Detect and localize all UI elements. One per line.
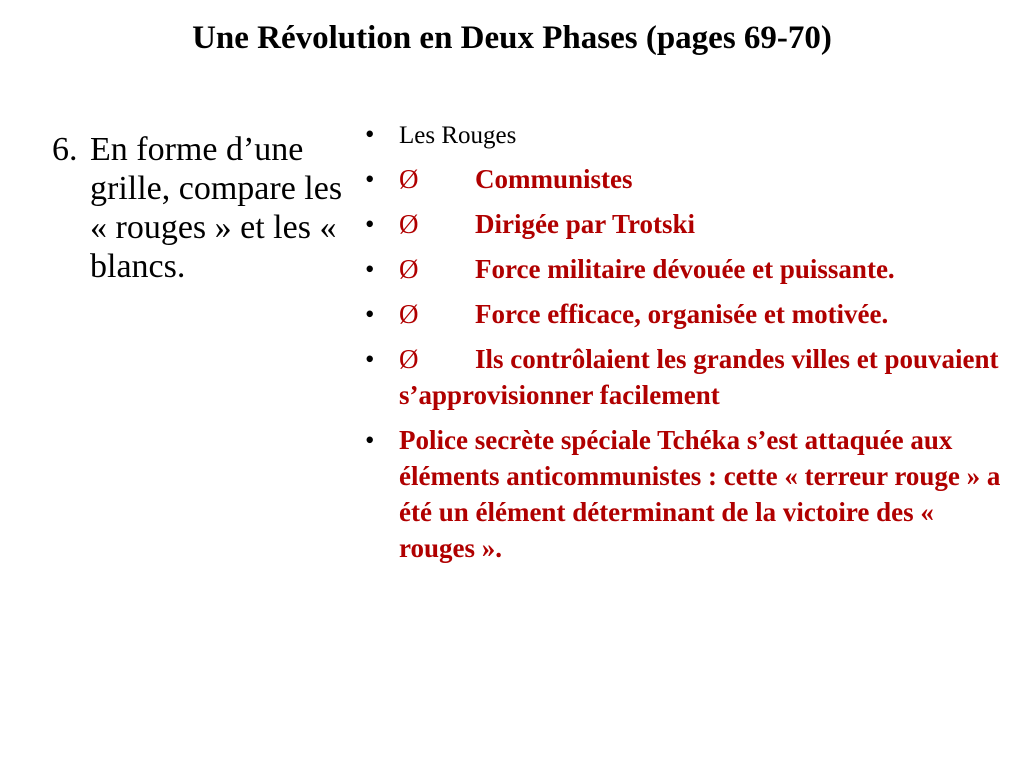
bullet-item	[363, 341, 1013, 413]
answer-bullet-list	[363, 116, 1013, 575]
bullet-dot-icon: •	[365, 254, 375, 284]
question-block	[52, 130, 352, 286]
slide-title: Une Révolution en Deux Phases (pages 69-70)	[192, 20, 832, 56]
bullet-item	[363, 206, 1013, 242]
bullet-text: Communistes	[475, 164, 633, 194]
bullet-arrow-symbol: Ø	[399, 299, 419, 329]
bullet-text: Dirigée par Trotski	[475, 209, 695, 239]
bullet-text: Les Rouges	[399, 122, 517, 149]
bullet-text: Force militaire dévouée et puissante.	[475, 254, 895, 284]
bullet-dot-icon: •	[365, 209, 375, 239]
bullet-arrow-symbol: Ø	[399, 254, 419, 284]
bullet-arrow-symbol: Ø	[399, 344, 419, 374]
bullet-item	[363, 161, 1013, 197]
bullet-item	[363, 296, 1013, 332]
bullet-dot-icon: •	[365, 344, 375, 374]
question-number: 6.	[52, 131, 78, 168]
bullet-dot-icon: •	[365, 299, 375, 329]
bullet-text: Ils contrôlaient les grandes villes et pouvaient s’approvisionner facilement	[399, 344, 999, 410]
bullet-item-header	[363, 116, 1013, 154]
bullet-dot-icon: •	[365, 119, 375, 149]
bullet-item	[363, 251, 1013, 287]
bullet-text: Force efficace, organisée et motivée.	[475, 299, 889, 329]
bullet-text: Police secrète spéciale Tchéka s’est attaquée aux éléments anticommunistes : cette « terreur rouge » a été un élément déterminant de la victoire des « rouges ».	[399, 425, 1001, 563]
bullet-dot-icon: •	[365, 425, 375, 455]
bullet-arrow-symbol: Ø	[399, 164, 419, 194]
bullet-dot-icon: •	[365, 164, 375, 194]
question-text: En forme d’une grille, compare les « rouges » et les « blancs.	[90, 131, 343, 285]
bullet-arrow-symbol: Ø	[399, 209, 419, 239]
bullet-item	[363, 422, 1013, 566]
